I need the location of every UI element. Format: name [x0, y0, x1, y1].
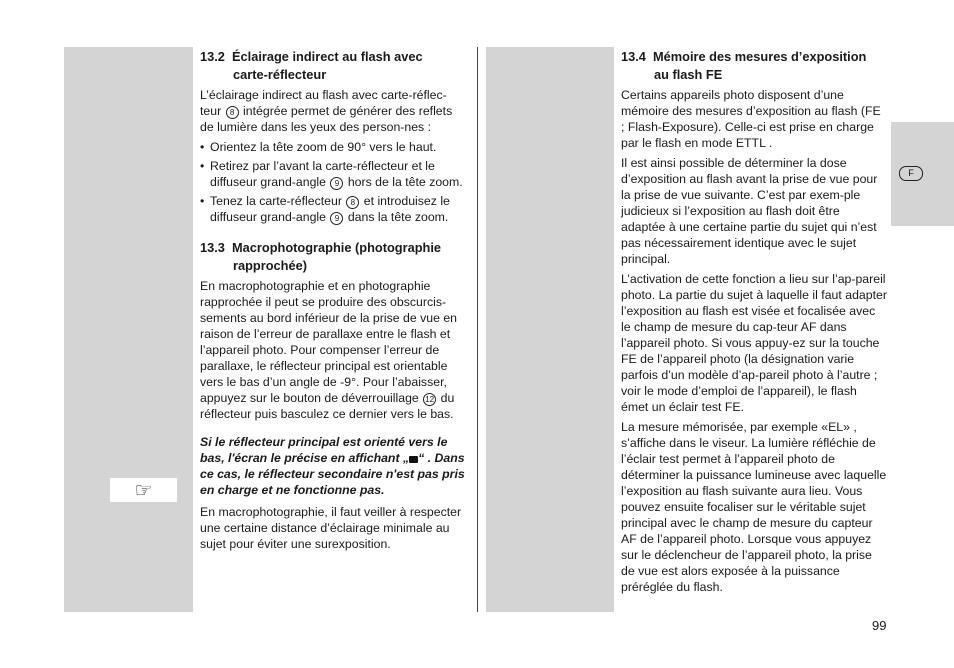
section-title-line2: rapprochée) [233, 258, 307, 273]
paragraph: La mesure mémorisée, par exemple «EL» , s’affiche dans le viseur. La lumière réfléchie de l’éclair test permet à l’appareil photo de déterminer la puissance lumineuse avec laquelle l’exposition au flash suivante aura lieu. Vous pouvez ensuite focaliser sur le véritable sujet principal avec le champ de mesure du capteur AF de l’appareil photo. Lorsque vous appuyez sur le déclencheur de l’appareil photo, la prise de vue est alors exposée à la puissance préréglée du flash. [621, 420, 887, 594]
column-divider [477, 47, 478, 612]
note-paragraph: Si le réflecteur principal est orienté vers le bas, l'écran le précise en affichant „ “ . Dans ce cas, le réflecteur secondaire n'est pas pris en charge et ne fonctionne pas. [200, 435, 465, 497]
section-13-3-heading [200, 239, 466, 275]
section-title-line1: Macrophotographie (photographie [232, 240, 442, 255]
paragraph: Il est ainsi possible de déterminer la dose d’exposition au flash avant la prise de vue pour la prise de vue suivante. C’est par exem-ple judicieux si l’exposition au flash doit être adaptée à une certaine partie du sujet qui n’est pas nécessairement identique avec le sujet principal. [621, 156, 878, 266]
reference-number: 9 [330, 212, 343, 225]
section-title-line2: au flash FE [654, 67, 723, 82]
flash-camera-icon [409, 456, 418, 463]
section-13-4-heading [621, 48, 887, 84]
page-number: 99 [872, 618, 887, 633]
paragraph: L’activation de cette fonction a lieu sur l’ap-pareil photo. La partie du sujet à laquelle il faut adapter l’exposition au flash est visée et focalisée avec le champ de mesure du cap-teur AF dans l’appareil photo. Si vous appuy-ez sur la touche FE de l’appareil photo (la désignation varie parfois d’un modèle d’ap-pareil photo à l’autre ; voir le mode d’emploi de l’appareil), le flash émet un éclair test FE. [621, 272, 887, 414]
paragraph: En macrophotographie et en photographie rapprochée il peut se produire des obscurcis-sements au bord inférieur de la prise de vue en raison de l’erreur de parallaxe entre le flash et l’appareil photo. Pour compenser l’erreur de parallaxe, le réflecteur principal est orientable vers le bas d’un angle de -9°. Pour l’abaisser, appuyez sur le bouton de déverrouillage 12 du réflecteur puis basculez ce dernier vers le bas. [200, 279, 458, 421]
right-text-column [621, 48, 887, 599]
note-marker [110, 478, 177, 502]
section-number: 13.3 [200, 240, 225, 255]
language-badge: F [899, 166, 923, 181]
section-number: 13.2 [200, 49, 225, 64]
reference-number: 12 [423, 393, 436, 406]
paragraph: Certains appareils photo disposent d’une mémoire des mesures d’exposition au flash (FE ; Flash-Exposure). Celle-ci est prise en charge par le flash en mode ETTL . [621, 88, 881, 150]
pointing-hand-icon: ☞ [134, 479, 153, 502]
reference-number: 8 [346, 196, 359, 209]
middle-margin-band [486, 47, 614, 612]
list-item: • Orientez la tête zoom de 90° vers le haut. [200, 139, 466, 155]
section-title-line1: Mémoire des mesures d’exposition [653, 49, 867, 64]
section-title-line1: Éclairage indirect au flash avec [232, 49, 423, 64]
section-13-2-heading [200, 48, 466, 84]
instruction-list [200, 139, 466, 225]
reference-number: 8 [226, 106, 239, 119]
list-item: • Retirez par l’avant la carte-réflecteur et le diffuseur grand-angle 9 hors de la tête zoom. [200, 158, 466, 190]
left-margin-band [64, 47, 193, 612]
section-number: 13.4 [621, 49, 646, 64]
paragraph: L’éclairage indirect au flash avec carte-réflec-teur 8 intégrée permet de générer des reflets de lumière dans les yeux des person-nes : [200, 88, 453, 134]
reference-number: 9 [330, 177, 343, 190]
left-text-column [200, 48, 466, 556]
paragraph: En macrophotographie, il faut veiller à respecter une certaine distance d’éclairage minimale au sujet pour éviter une surexposition. [200, 505, 462, 551]
section-title-line2: carte-réflecteur [233, 67, 327, 82]
list-item: • Tenez la carte-réflecteur 8 et introduisez le diffuseur grand-angle 9 dans la tête zoom. [200, 193, 466, 225]
